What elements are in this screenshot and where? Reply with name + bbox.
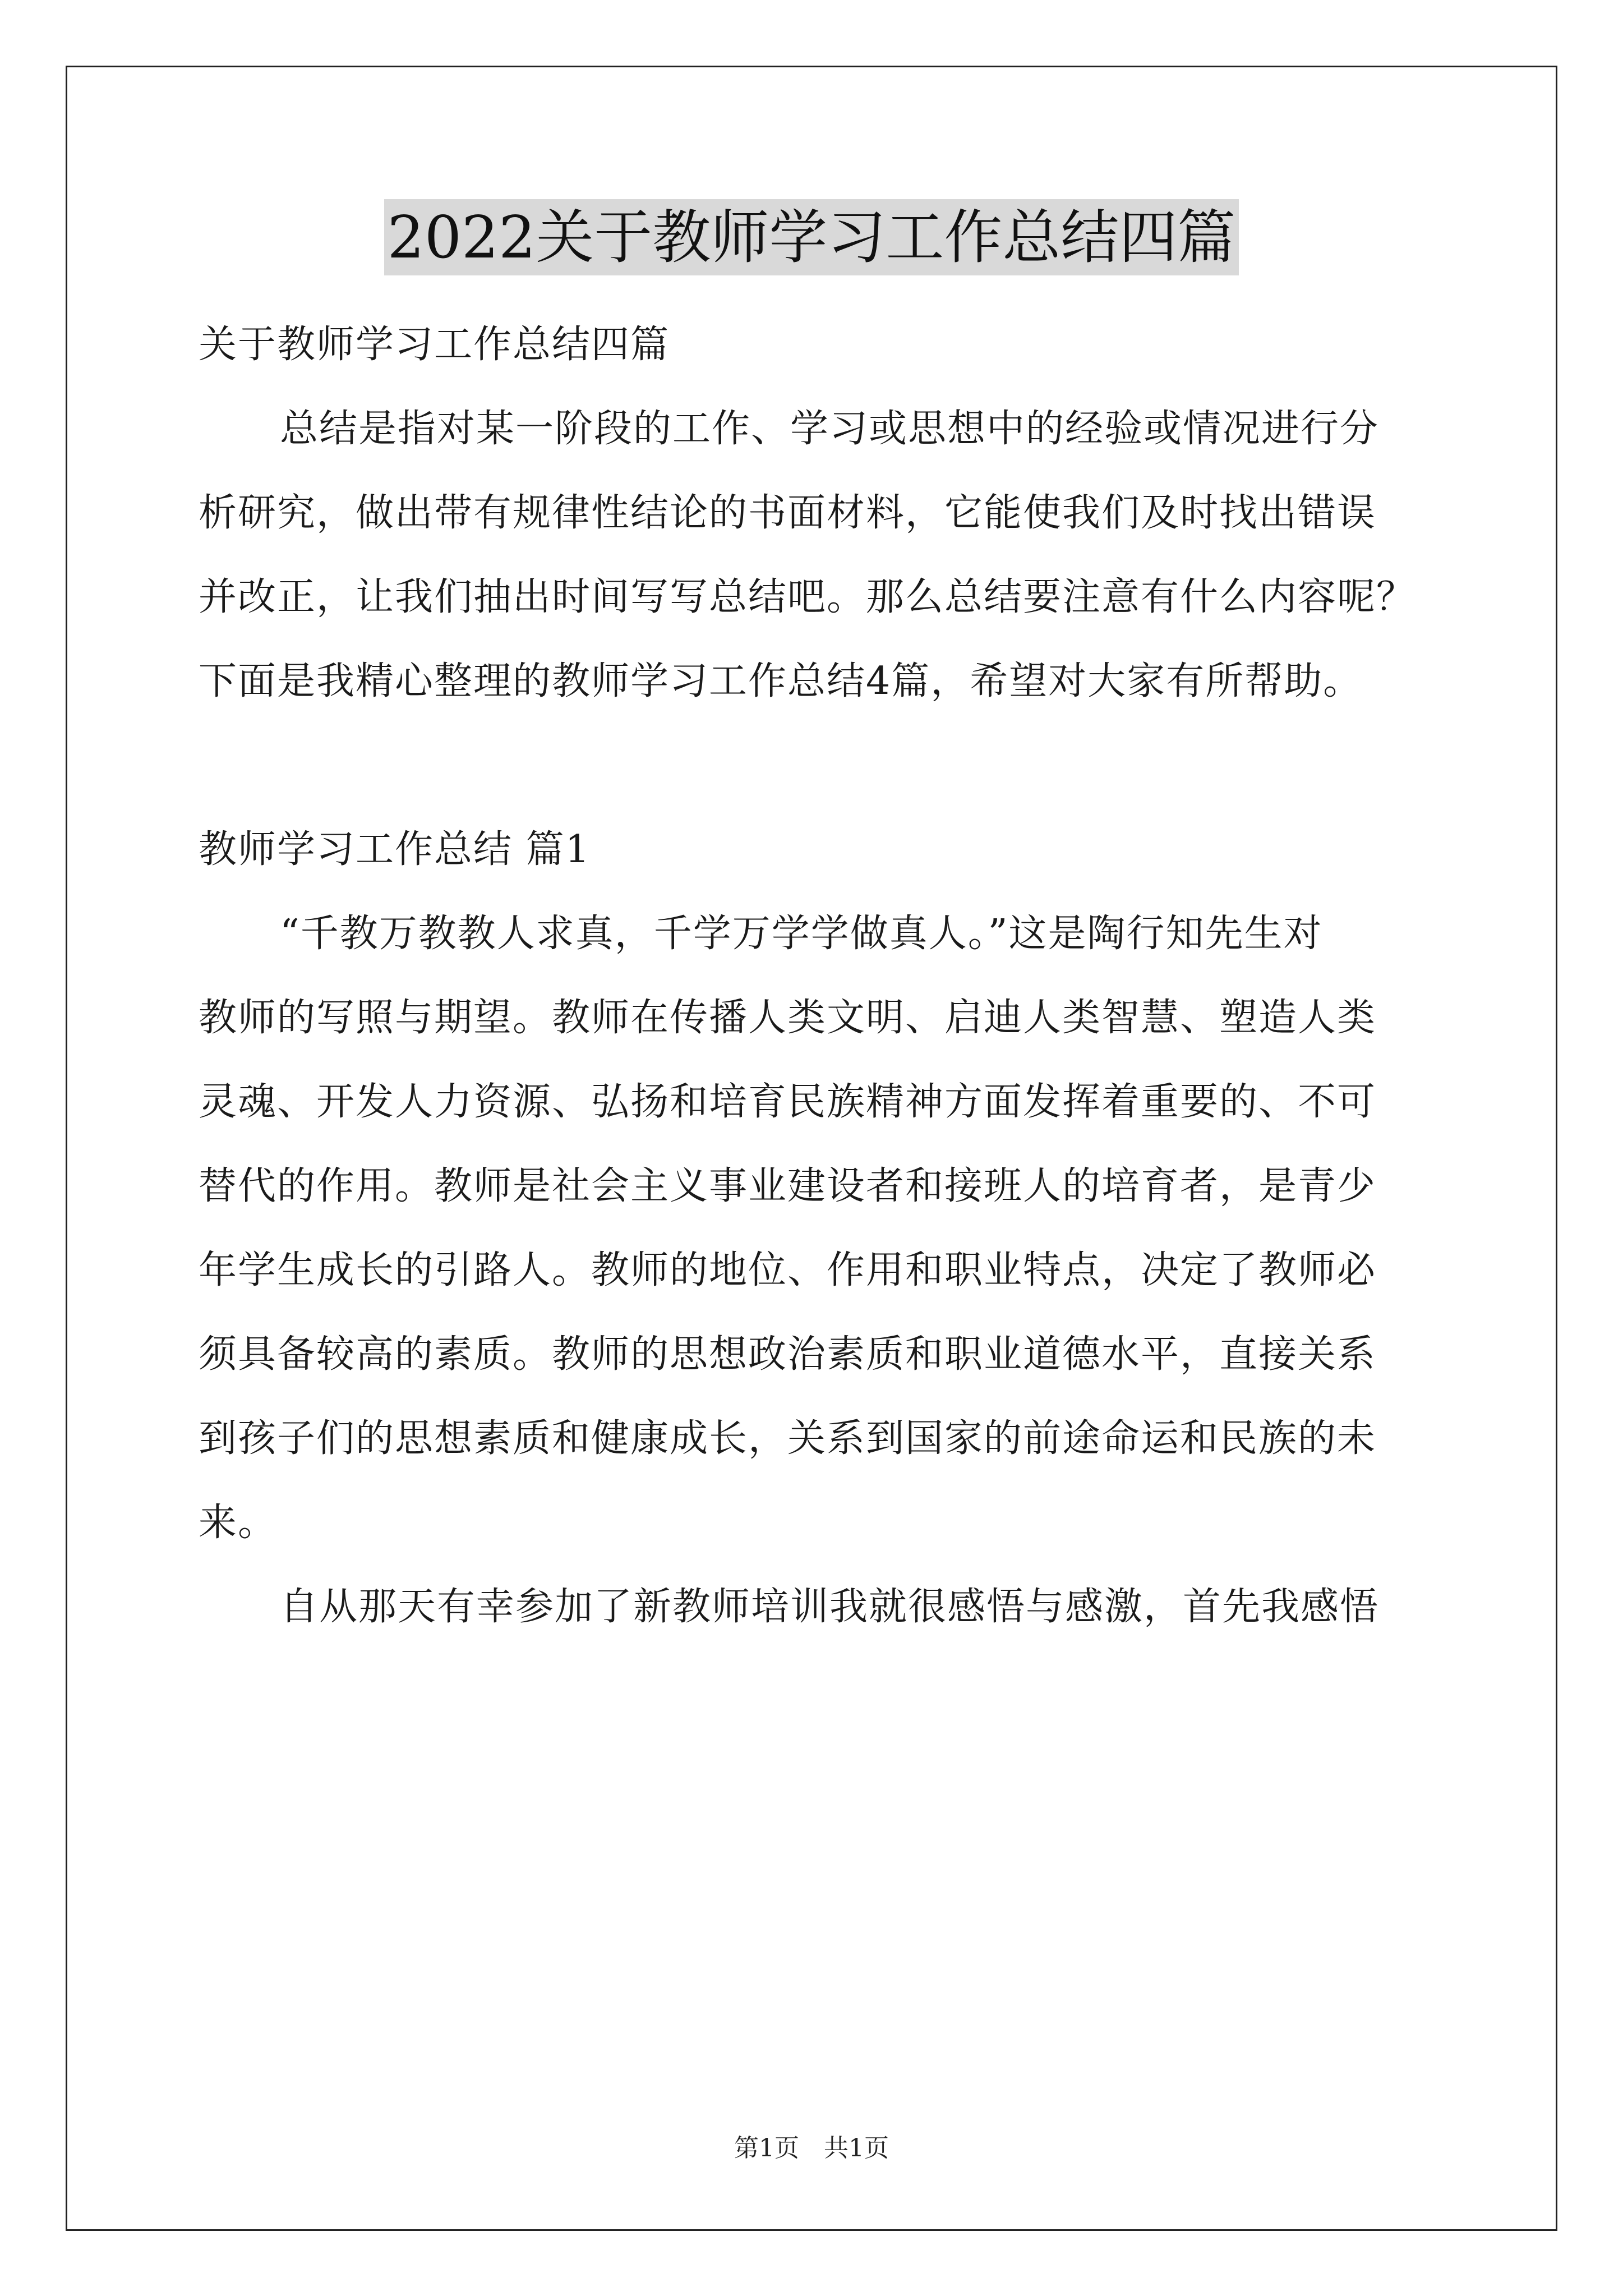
paragraph-line: 自从那天有幸参加了新教师培训我就很感悟与感激，首先我感悟 xyxy=(280,1585,1380,1629)
paragraph-line: 来。 xyxy=(199,1501,278,1545)
intro-line: 析研究，做出带有规律性结论的书面材料，它能使我们及时找出错误 xyxy=(199,491,1377,535)
section-heading: 教师学习工作总结 篇1 xyxy=(199,827,591,872)
page-number: 第1页 xyxy=(734,2134,799,2162)
intro-line: 下面是我精心整理的教师学习工作总结4篇，希望对大家有所帮助。 xyxy=(199,659,1363,703)
intro-line: 并改正，让我们抽出时间写写总结吧。那么总结要注意有什么内容呢？ xyxy=(199,575,1416,619)
document-body xyxy=(199,303,1432,1649)
spacer xyxy=(199,724,1432,808)
paragraph-line: “千教万教教人求真，千学万学学做真人。”这是陶行知先生对 xyxy=(280,912,1323,956)
page-total: 共1页 xyxy=(824,2134,889,2162)
page-footer xyxy=(0,2132,1623,2165)
paragraph-line: 灵魂、开发人力资源、弘扬和培育民族精神方面发挥着重要的、不可 xyxy=(199,1080,1377,1124)
paragraph-line: 替代的作用。教师是社会主义事业建设者和接班人的培育者，是青少 xyxy=(199,1164,1377,1208)
paragraph-line: 到孩子们的思想素质和健康成长，关系到国家的前途命运和民族的未 xyxy=(199,1416,1377,1461)
subtitle: 关于教师学习工作总结四篇 xyxy=(199,323,670,367)
paragraph-line: 教师的写照与期望。教师在传播人类文明、启迪人类智慧、塑造人类 xyxy=(199,996,1377,1040)
paragraph-line: 须具备较高的素质。教师的思想政治素质和职业道德水平，直接关系 xyxy=(199,1332,1377,1377)
intro-line: 总结是指对某一阶段的工作、学习或思想中的经验或情况进行分 xyxy=(280,407,1380,451)
title-area xyxy=(0,199,1623,275)
document-title: 2022关于教师学习工作总结四篇 xyxy=(384,199,1239,275)
paragraph-line: 年学生成长的引路人。教师的地位、作用和职业特点，决定了教师必 xyxy=(199,1248,1377,1292)
